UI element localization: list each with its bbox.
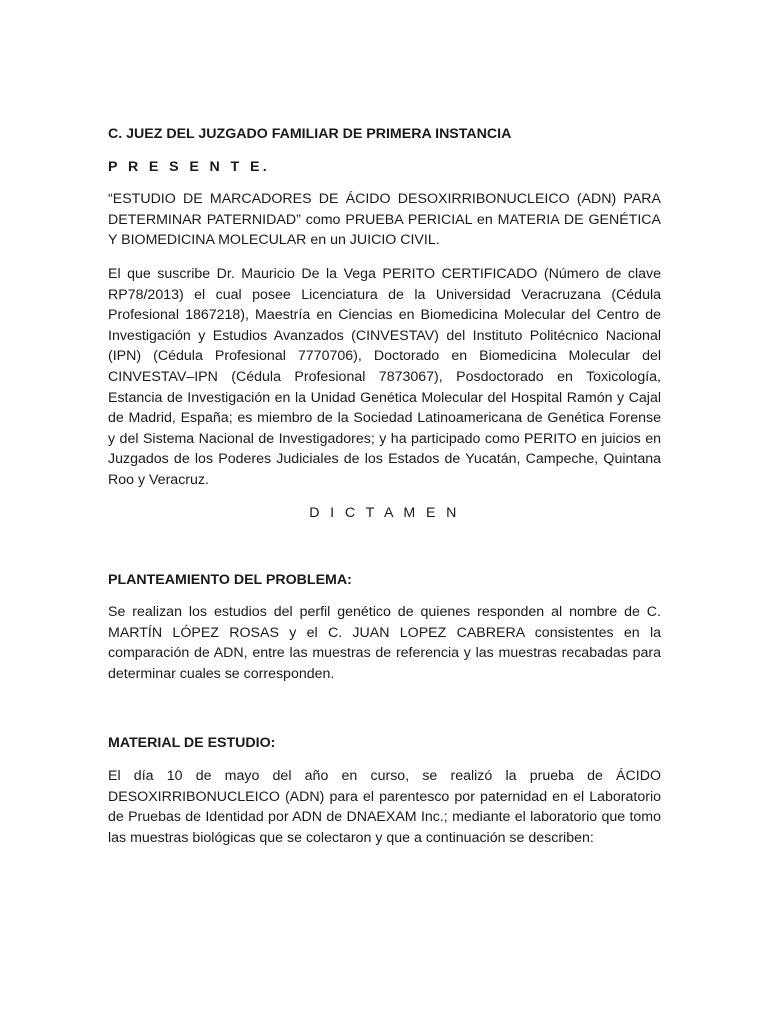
- problem-heading: PLANTEAMIENTO DEL PROBLEMA:: [108, 572, 352, 588]
- material-heading: MATERIAL DE ESTUDIO:: [108, 735, 276, 751]
- presente-heading: P R E S E N T E.: [108, 159, 271, 175]
- expert-intro-paragraph: El que suscribe Dr. Mauricio De la Vega PERITO CERTIFICADO (Número de clave RP78/2013) el cual posee Licenciatura de la Universidad Veracruzana (Cédula Profesional 1867218), Maestría en Ciencias en Biomedicina Molecular del Centro de Investigación y Estudios Avanzados (CINVESTAV) del Instituto Politécnico Nacional (IPN) (Cédula Profesional 7770706), Doctorado en Biomedicina Molecular del CINVESTAV–IPN (Cédula Profesional 7873067), Posdoctorado en Toxicología, Estancia de Investigación en la Unidad Genética Molecular del Hospital Ramón y Cajal de Madrid, España; es miembro de la Sociedad Latinoamericana de Genética Forense y del Sistema Nacional de Investigadores; y ha participado como PERITO en juicios en Juzgados de los Poderes Judiciales de los Estados de Yucatán, Campeche, Quintana Roo y Veracruz.: [108, 266, 661, 488]
- addressee-heading: C. JUEZ DEL JUZGADO FAMILIAR DE PRIMERA INSTANCIA: [108, 126, 512, 142]
- material-paragraph: El día 10 de mayo del año en curso, se realizó la prueba de ÁCIDO DESOXIRRIBONUCLEICO (ADN) para el parentesco por paternidad en el Laboratorio de Pruebas de Identidad por ADN de DNAEXAM Inc.; mediante el laboratorio que tomo las muestras biológicas que se colectaron y que a continuación se describen:: [108, 768, 661, 846]
- dictamen-heading: D I C T A M E N: [309, 505, 460, 521]
- problem-paragraph: Se realizan los estudios del perfil genético de quienes responden al nombre de C. MARTÍN LÓPEZ ROSAS y el C. JUAN LOPEZ CABRERA consistentes en la comparación de ADN, entre las muestras de referencia y las muestras recabadas para determinar cuales se corresponden.: [108, 604, 661, 682]
- study-title-paragraph: “ESTUDIO DE MARCADORES DE ÁCIDO DESOXIRRIBONUCLEICO (ADN) PARA DETERMINAR PATERNIDAD” como PRUEBA PERICIAL en MATERIA DE GENÉTICA Y BIOMEDICINA MOLECULAR en un JUICIO CIVIL.: [108, 191, 661, 249]
